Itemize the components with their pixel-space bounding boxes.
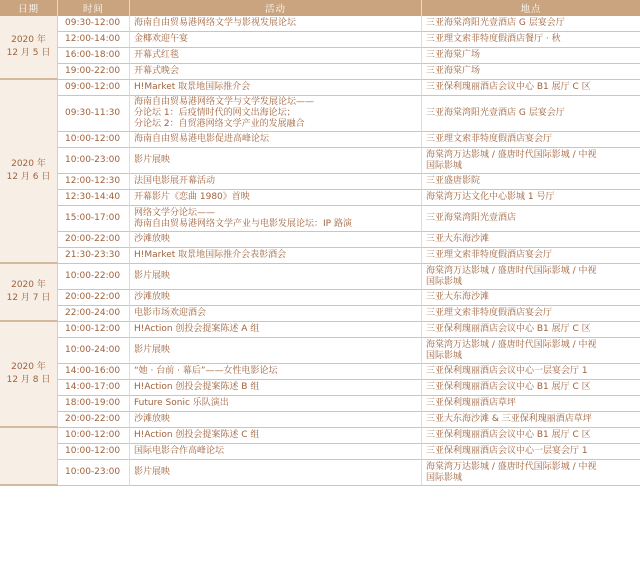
schedule-row <box>0 64 640 80</box>
activity-line: Future Sonic 乐队演出 <box>134 398 229 408</box>
location-cell <box>422 248 640 264</box>
time-cell: 12:00-12:30 <box>58 174 130 190</box>
activity-line: 影片展映 <box>134 345 171 355</box>
activity-cell <box>130 338 422 364</box>
header-time: 时间 <box>58 0 130 16</box>
activity-cell <box>130 306 422 322</box>
schedule-row <box>0 306 640 322</box>
time-cell: 12:00-14:00 <box>58 32 130 48</box>
time-cell: 12:30-14:40 <box>58 190 130 206</box>
activity-line: 沙滩放映 <box>134 292 171 302</box>
activity-line: H!Action 创投会提案陈述 A 组 <box>134 324 260 334</box>
location-line: 三亚海棠湾阳光壹酒店 G 层宴会厅 <box>426 108 565 118</box>
location-line: 三亚保利瑰丽酒店会议中心 B1 展厅 C 区 <box>426 324 591 334</box>
activity-line: 海南自由贸易港网络文学与影视发展论坛 <box>134 18 297 28</box>
location-cell <box>422 412 640 428</box>
activity-cell <box>130 428 422 444</box>
time-cell: 20:00-22:00 <box>58 232 130 248</box>
time-cell: 10:00-23:00 <box>58 148 130 174</box>
location-cell <box>422 64 640 80</box>
activity-cell <box>130 48 422 64</box>
location-line: 三亚大东海沙滩 <box>426 234 490 244</box>
date-year: 2020 年 <box>11 362 46 372</box>
time-cell: 14:00-16:00 <box>58 364 130 380</box>
activity-line: 金椰欢迎午宴 <box>134 34 189 44</box>
location-cell <box>422 148 640 174</box>
activity-line: H!Market 取景地国际推介会表彰酒会 <box>134 250 287 260</box>
schedule-row <box>0 248 640 264</box>
date-day: 12 月 7 日 <box>6 293 51 303</box>
activity-cell <box>130 264 422 290</box>
activity-line: 影片展映 <box>134 271 171 281</box>
location-cell <box>422 80 640 96</box>
location-cell <box>422 232 640 248</box>
location-line: 三亚保利瑰丽酒店草坪 <box>426 398 517 408</box>
location-cell <box>422 428 640 444</box>
activity-line: 国际电影合作高峰论坛 <box>134 446 225 456</box>
time-cell: 16:00-18:00 <box>58 48 130 64</box>
activity-line: H!Action 创投会提案陈述 B 组 <box>134 382 260 392</box>
location-line: 三亚理文索菲特度假酒店宴会厅 <box>426 134 553 144</box>
location-cell <box>422 322 640 338</box>
activity-cell <box>130 96 422 132</box>
activity-cell <box>130 132 422 148</box>
activity-cell <box>130 364 422 380</box>
schedule-row <box>0 148 640 174</box>
time-cell: 10:00-12:00 <box>58 132 130 148</box>
location-line: 国际影城 <box>426 160 463 171</box>
schedule-row <box>0 16 640 32</box>
time-cell: 10:00-12:00 <box>58 444 130 460</box>
schedule-row <box>0 174 640 190</box>
schedule-row <box>0 132 640 148</box>
activity-line: 法国电影展开幕活动 <box>134 176 216 186</box>
activity-line: 网络文学分论坛—— <box>134 207 216 218</box>
location-line: 三亚海棠广场 <box>426 66 481 76</box>
activity-line: 影片展映 <box>134 467 171 477</box>
time-cell: 09:00-12:00 <box>58 80 130 96</box>
location-line: 海棠湾万达影城 / 盛唐时代国际影城 / 中视 <box>426 461 597 472</box>
location-cell <box>422 32 640 48</box>
activity-cell <box>130 322 422 338</box>
date-cell <box>0 80 58 264</box>
time-cell: 21:30-23:30 <box>58 248 130 264</box>
date-cell <box>0 428 58 486</box>
time-cell: 10:00-22:00 <box>58 264 130 290</box>
location-line: 三亚大东海沙滩 & 三亚保利瑰丽酒店草坪 <box>426 414 592 424</box>
time-cell: 14:00-17:00 <box>58 380 130 396</box>
activity-cell <box>130 32 422 48</box>
date-day: 12 月 8 日 <box>6 375 51 385</box>
activity-line: 海南自由贸易港电影促进高峰论坛 <box>134 134 270 144</box>
date-year: 2020 年 <box>11 159 46 169</box>
schedule-row <box>0 48 640 64</box>
schedule-row <box>0 460 640 486</box>
schedule-row <box>0 206 640 232</box>
schedule-row <box>0 364 640 380</box>
activity-line: 分论坛 2：自贸港网络文学产业的发展融合 <box>134 119 305 129</box>
schedule-row <box>0 322 640 338</box>
location-line: 国际影城 <box>426 276 463 287</box>
time-cell: 10:00-12:00 <box>58 428 130 444</box>
activity-cell <box>130 412 422 428</box>
schedule-row <box>0 338 640 364</box>
schedule-row <box>0 32 640 48</box>
location-line: 海棠湾万达影城 / 盛唐时代国际影城 / 中视 <box>426 149 597 160</box>
activity-line: 分论坛 1：后疫情时代的网文出海论坛； <box>134 108 296 118</box>
location-line: 海棠湾万达文化中心影城 1 号厅 <box>426 192 555 202</box>
schedule-body <box>0 16 640 486</box>
location-line: 三亚保利瑰丽酒店会议中心一层宴会厅 1 <box>426 446 588 456</box>
schedule-row <box>0 396 640 412</box>
location-line: 三亚保利瑰丽酒店会议中心 B1 展厅 C 区 <box>426 382 591 392</box>
activity-line: “她 · 台前 · 幕后”——女性电影论坛 <box>134 366 278 376</box>
time-cell: 10:00-24:00 <box>58 338 130 364</box>
date-day: 12 月 6 日 <box>6 172 51 182</box>
time-cell: 15:00-17:00 <box>58 206 130 232</box>
location-line: 三亚保利瑰丽酒店会议中心一层宴会厅 1 <box>426 366 588 376</box>
location-line: 三亚保利瑰丽酒店会议中心 B1 展厅 C 区 <box>426 430 591 440</box>
schedule-row <box>0 80 640 96</box>
activity-cell <box>130 444 422 460</box>
date-day: 12 月 5 日 <box>6 48 51 58</box>
header-row <box>0 0 640 16</box>
activity-cell <box>130 232 422 248</box>
location-line: 三亚海棠广场 <box>426 50 481 60</box>
activity-line: 海南自由贸易港网络文学产业与电影发展论坛：IP 路演 <box>134 218 352 229</box>
location-cell <box>422 364 640 380</box>
location-line: 三亚理文索菲特度假酒店宴会厅 <box>426 250 553 260</box>
time-cell: 20:00-22:00 <box>58 412 130 428</box>
activity-cell <box>130 190 422 206</box>
activity-cell <box>130 248 422 264</box>
date-cell <box>0 16 58 80</box>
location-cell <box>422 460 640 486</box>
location-line: 三亚盛唐影院 <box>426 176 481 186</box>
schedule-row <box>0 264 640 290</box>
activity-cell <box>130 16 422 32</box>
location-line: 国际影城 <box>426 472 463 483</box>
location-cell <box>422 16 640 32</box>
time-cell: 19:00-22:00 <box>58 64 130 80</box>
location-line: 三亚海棠湾阳光壹酒店 <box>426 213 517 223</box>
activity-cell <box>130 80 422 96</box>
schedule-row <box>0 290 640 306</box>
location-line: 三亚保利瑰丽酒店会议中心 B1 展厅 C 区 <box>426 82 591 92</box>
location-line: 海棠湾万达影城 / 盛唐时代国际影城 / 中视 <box>426 339 597 350</box>
schedule-row <box>0 96 640 132</box>
location-cell <box>422 396 640 412</box>
activity-cell <box>130 460 422 486</box>
activity-cell <box>130 380 422 396</box>
time-cell: 10:00-12:00 <box>58 322 130 338</box>
location-line: 海棠湾万达影城 / 盛唐时代国际影城 / 中视 <box>426 265 597 276</box>
location-cell <box>422 96 640 132</box>
date-year: 2020 年 <box>11 35 46 45</box>
location-line: 三亚理文索菲特度假酒店餐厅 · 秋 <box>426 34 561 44</box>
location-cell <box>422 48 640 64</box>
activity-line: 开幕式晚会 <box>134 66 180 76</box>
location-cell <box>422 206 640 232</box>
schedule-row <box>0 190 640 206</box>
location-cell <box>422 444 640 460</box>
activity-line: 影片展映 <box>134 155 171 165</box>
time-cell: 20:00-22:00 <box>58 290 130 306</box>
location-cell <box>422 290 640 306</box>
schedule-row <box>0 380 640 396</box>
schedule-row <box>0 232 640 248</box>
location-line: 国际影城 <box>426 350 463 361</box>
location-cell <box>422 190 640 206</box>
location-line: 三亚理文索菲特度假酒店宴会厅 <box>426 308 553 318</box>
location-cell <box>422 306 640 322</box>
schedule-row <box>0 428 640 444</box>
activity-line: 沙滩放映 <box>134 234 171 244</box>
schedule-row <box>0 444 640 460</box>
location-cell <box>422 174 640 190</box>
activity-line: 海南自由贸易港网络文学与文学发展论坛—— <box>134 97 315 107</box>
header-date: 日期 <box>0 0 58 16</box>
date-cell <box>0 322 58 428</box>
location-cell <box>422 338 640 364</box>
activity-cell <box>130 396 422 412</box>
schedule-row <box>0 412 640 428</box>
activity-cell <box>130 174 422 190</box>
activity-line: H!Action 创投会提案陈述 C 组 <box>134 430 260 440</box>
activity-line: 电影市场欢迎酒会 <box>134 308 207 318</box>
activity-line: 沙滩放映 <box>134 414 171 424</box>
date-year: 2020 年 <box>11 280 46 290</box>
activity-line: H!Market 取景地国际推介会 <box>134 82 251 92</box>
header-activity: 活动 <box>130 0 422 16</box>
location-line: 三亚海棠湾阳光壹酒店 G 层宴会厅 <box>426 18 565 28</box>
time-cell: 18:00-19:00 <box>58 396 130 412</box>
location-cell <box>422 264 640 290</box>
activity-cell <box>130 206 422 232</box>
header-location: 地点 <box>422 0 640 16</box>
time-cell: 09:30-11:30 <box>58 96 130 132</box>
activity-cell <box>130 64 422 80</box>
time-cell: 22:00-24:00 <box>58 306 130 322</box>
location-cell <box>422 132 640 148</box>
activity-line: 开幕影片《恋曲 1980》首映 <box>134 192 250 202</box>
location-cell <box>422 380 640 396</box>
activity-cell <box>130 148 422 174</box>
time-cell: 10:00-23:00 <box>58 460 130 486</box>
time-cell: 09:30-12:00 <box>58 16 130 32</box>
activity-line: 开幕式红毯 <box>134 50 180 60</box>
activity-cell <box>130 290 422 306</box>
location-line: 三亚大东海沙滩 <box>426 292 490 302</box>
date-cell <box>0 264 58 322</box>
